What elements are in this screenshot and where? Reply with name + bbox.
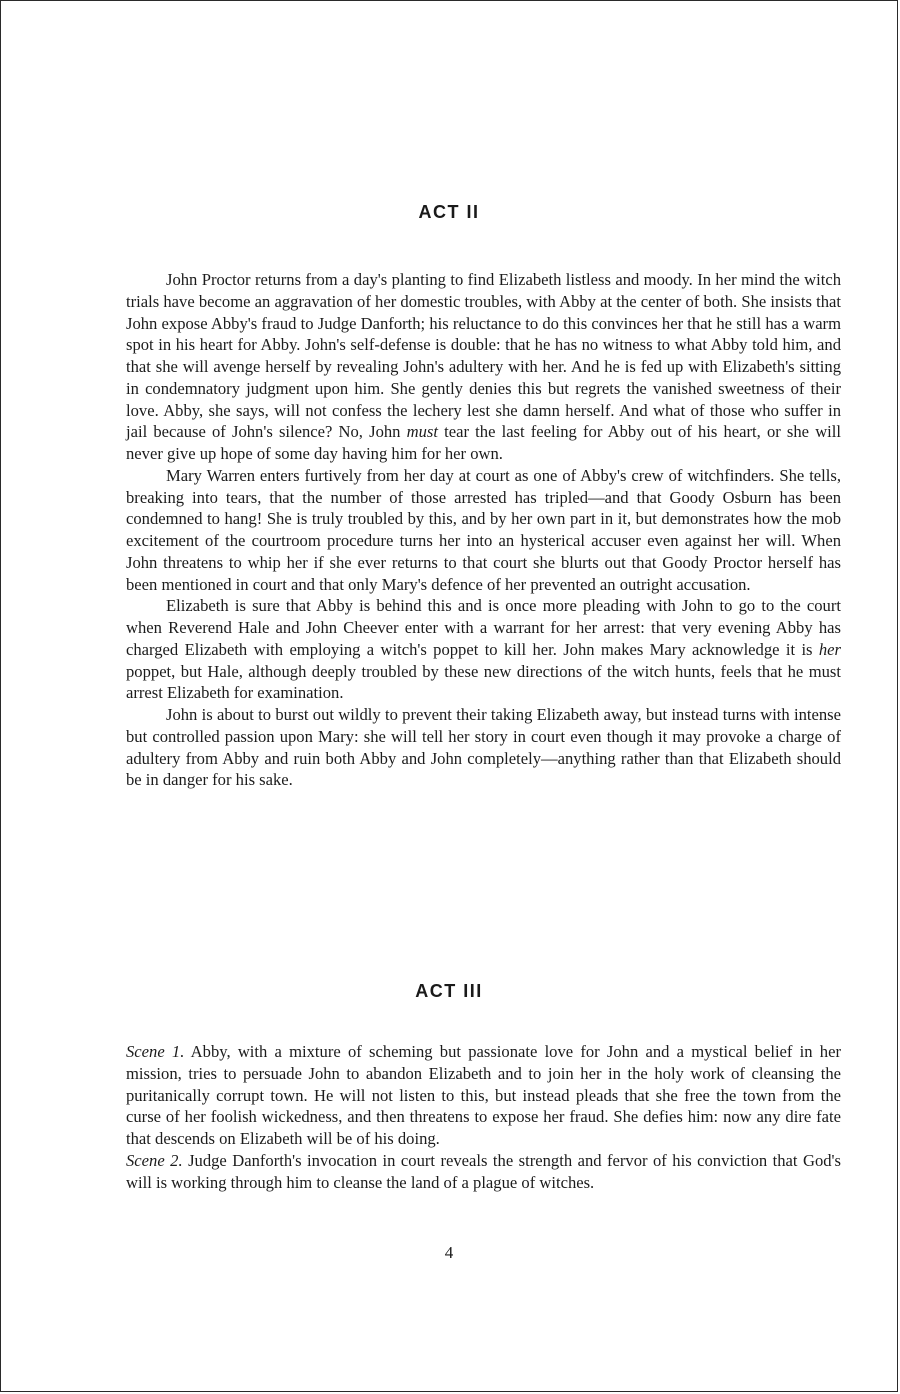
act-ii-paragraph-4: John is about to burst out wildly to prevent their taking Elizabeth away, but instead turns with intense but controlled passion upon Mary: she will tell her story in court even though it may provoke a charge of adultery from Abby and ruin both Abby and John completely—anything rather than that Elizabeth should be in danger for his sake.	[126, 705, 841, 790]
paragraph-text: Elizabeth is sure that Abby is behind this and is once more pleading with John to go to the court when Reverend Hale and John Cheever enter with a warrant for her arrest: that very evening Abby has charged Elizabeth with employing a witch's poppet to kill her. John makes Mary acknowledge it is	[126, 596, 841, 659]
scene-text: Abby, with a mixture of scheming but passionate love for John and a mystical belief in her mission, tries to persuade John to abandon Elizabeth and to join her in the holy work of cleansing the puritanically corrupt town. He will not listen to this, but instead pleads that she free the town from the curse of her foolish wickedness, and then threatens to expose her fraud. She defies him: now any dire fate that descends on Elizabeth will be of his doing.	[126, 1042, 841, 1148]
emphasis-text: must	[406, 422, 438, 442]
page-number: 4	[444, 1243, 454, 1262]
paragraph-text: poppet, but Hale, although deeply troubled by these new directions of the witch hunts, feels that he must arrest Elizabeth for examination.	[126, 661, 841, 703]
act-ii-summary	[126, 269, 841, 791]
emphasis-text: her	[818, 639, 841, 659]
act-iii-heading: ACT III	[415, 981, 483, 1001]
act-ii-paragraph-3	[126, 595, 841, 704]
paragraph-text: John Proctor returns from a day's planting to find Elizabeth listless and moody. In her mind the witch trials have become an aggravation of her domestic troubles, with Abby at the center of both. She insists that John expose Abby's fraud to Judge Danforth; his reluctance to do this convinces her that he still has a warm spot in his heart for Abby. John's self-defense is double: that he has no witness to what Abby told him, and that she will avenge herself by revealing John's adultery with her. And he is fed up with Elizabeth's sitting in condemnatory judgment upon him. She gently denies this but regrets the vanished sweetness of their love. Abby, she says, will not confess the lechery lest she damn herself. And what of those who suffer in jail because of John's silence? No, John	[126, 270, 841, 442]
scene-text: Judge Danforth's invocation in court reveals the strength and fervor of his conviction that God's will is working through him to cleanse the land of a plague of witches.	[126, 1150, 841, 1192]
act-iii-scene-1	[126, 1041, 841, 1150]
scene-label: Scene 1.	[126, 1042, 185, 1061]
paragraph-text: tear the last feeling for Abby out of his heart, or she will never give up hope of some day having him for her own.	[126, 422, 842, 463]
act-ii-paragraph-2: Mary Warren enters furtively from her day at court as one of Abby's crew of witchfinders. She tells, breaking into tears, that the number of those arrested has tripled—and that Goody Osburn has been condemned to hang! She is truly troubled by this, and by her own part in it, but demonstrates how the mob excitement of the courtroom procedure turns her into an hysterical accuser even against her will. When John threatens to whip her if she ever returns to that court she blurts out that Goody Proctor herself has been mentioned in court and that only Mary's defence of her prevented an outright accusation.	[126, 465, 841, 594]
act-ii-paragraph-1	[126, 269, 841, 465]
act-ii-heading: ACT II	[418, 202, 480, 222]
act-iii-scene-2	[126, 1150, 841, 1194]
scene-label: Scene 2.	[126, 1150, 183, 1170]
act-iii-summary	[126, 1041, 841, 1193]
